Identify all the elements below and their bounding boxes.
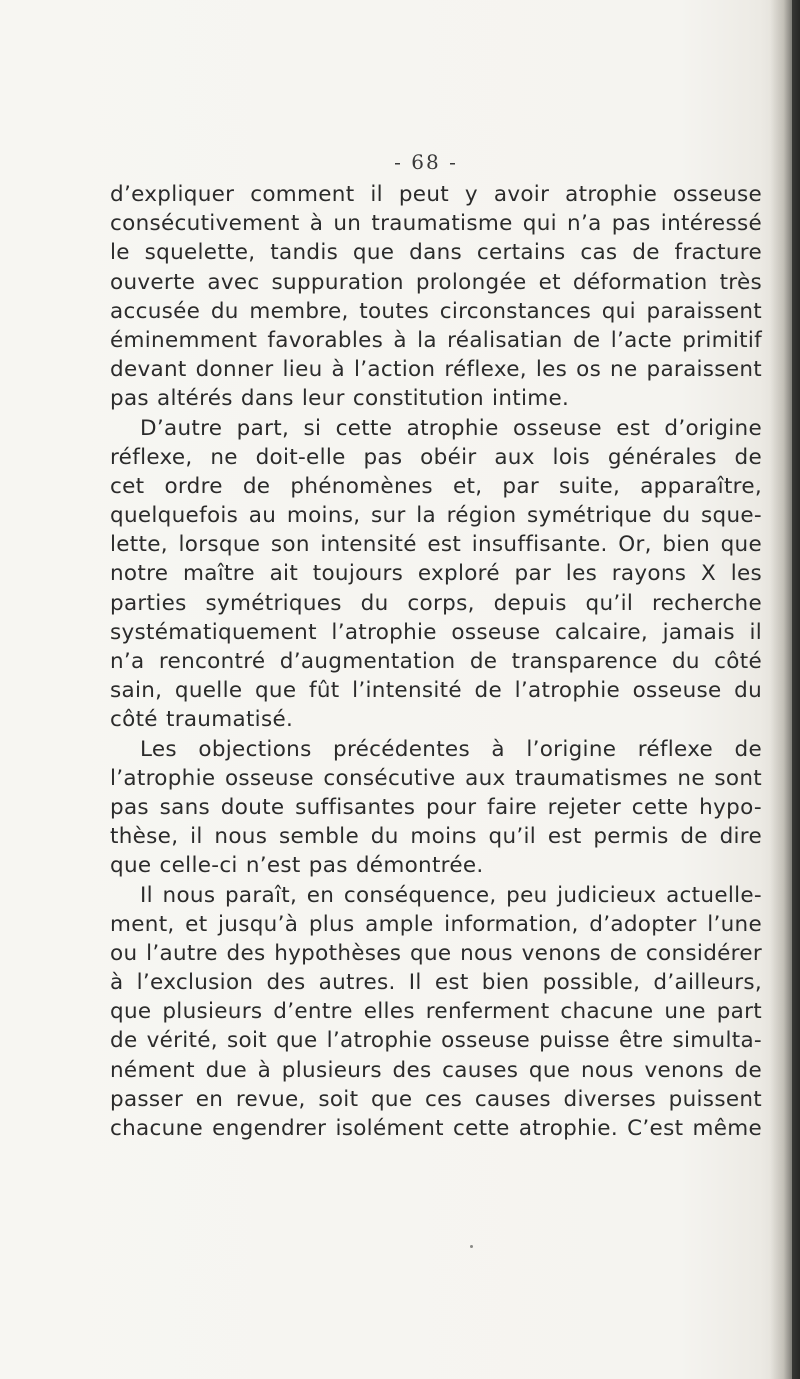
text-line: quelquefois au moins, sur la région symétrique du sque- bbox=[110, 503, 762, 529]
text-line: que plusieurs d’entre elles renferment chacune une part bbox=[110, 999, 762, 1025]
text-line: à l’exclusion des autres. Il est bien possible, d’ailleurs, bbox=[110, 970, 762, 996]
text-line: Les objections précédentes à l’origine réflexe de bbox=[140, 736, 762, 762]
text-line: D’autre part, si cette atrophie osseuse est d’origine bbox=[140, 415, 762, 441]
text-line: de vérité, soit que l’atrophie osseuse puisse être simulta- bbox=[110, 1028, 762, 1054]
text-line: nément due à plusieurs des causes que nous venons de bbox=[110, 1057, 762, 1083]
text-line: ment, et jusqu’à plus ample information, d’adopter l’une bbox=[110, 911, 762, 937]
text-line: devant donner lieu à l’action réflexe, les os ne paraissent bbox=[110, 357, 762, 383]
text-line: ou l’autre des hypothèses que nous venons de considérer bbox=[110, 940, 762, 966]
text-line: côté traumatisé. bbox=[110, 707, 294, 733]
body-text bbox=[110, 180, 762, 1143]
page-number: - 68 - bbox=[394, 150, 458, 174]
text-line: l’atrophie osseuse consécutive aux traumatismes ne sont bbox=[110, 765, 762, 791]
page-binding-edge bbox=[792, 0, 800, 1379]
text-line: systématiquement l’atrophie osseuse calcaire, jamais il bbox=[110, 619, 762, 645]
text-line: consécutivement à un traumatisme qui n’a pas intéressé bbox=[110, 211, 762, 237]
text-line: lette, lorsque son intensité est insuffisante. Or, bien que bbox=[110, 532, 762, 558]
text-line: le squelette, tandis que dans certains cas de fracture bbox=[110, 240, 762, 266]
text-line: accusée du membre, toutes circonstances qui paraissent bbox=[110, 298, 762, 324]
paper-speck bbox=[470, 1245, 473, 1248]
text-line: notre maître ait toujours exploré par les rayons X les bbox=[110, 561, 762, 587]
text-line: Il nous paraît, en conséquence, peu judicieux actuelle- bbox=[140, 882, 762, 908]
text-line: pas sans doute suffisantes pour faire rejeter cette hypo- bbox=[110, 794, 762, 820]
text-line: d’expliquer comment il peut y avoir atrophie osseuse bbox=[110, 182, 762, 207]
text-line: n’a rencontré d’augmentation de transparence du côté bbox=[110, 649, 762, 674]
text-line: ouverte avec suppuration prolongée et déformation très bbox=[110, 269, 762, 295]
text-line: cet ordre de phénomènes et, par suite, apparaître, bbox=[110, 473, 762, 499]
text-line: que celle-ci n’est pas démontrée. bbox=[110, 853, 484, 879]
text-line: sain, quelle que fût l’intensité de l’atrophie osseuse du bbox=[110, 678, 762, 704]
text-line: passer en revue, soit que ces causes diverses puissent bbox=[110, 1086, 762, 1112]
text-line: chacune engendrer isolément cette atrophie. C’est même bbox=[110, 1116, 762, 1141]
text-line: parties symétriques du corps, depuis qu’il recherche bbox=[110, 590, 762, 616]
text-line: éminemment favorables à la réalisatian de l’acte primitif bbox=[110, 327, 762, 353]
text-line: pas altérés dans leur constitution intime. bbox=[110, 386, 570, 412]
text-line: thèse, il nous semble du moins qu’il est permis de dire bbox=[110, 824, 762, 850]
text-line: réflexe, ne doit-elle pas obéir aux lois générales de bbox=[110, 444, 762, 470]
